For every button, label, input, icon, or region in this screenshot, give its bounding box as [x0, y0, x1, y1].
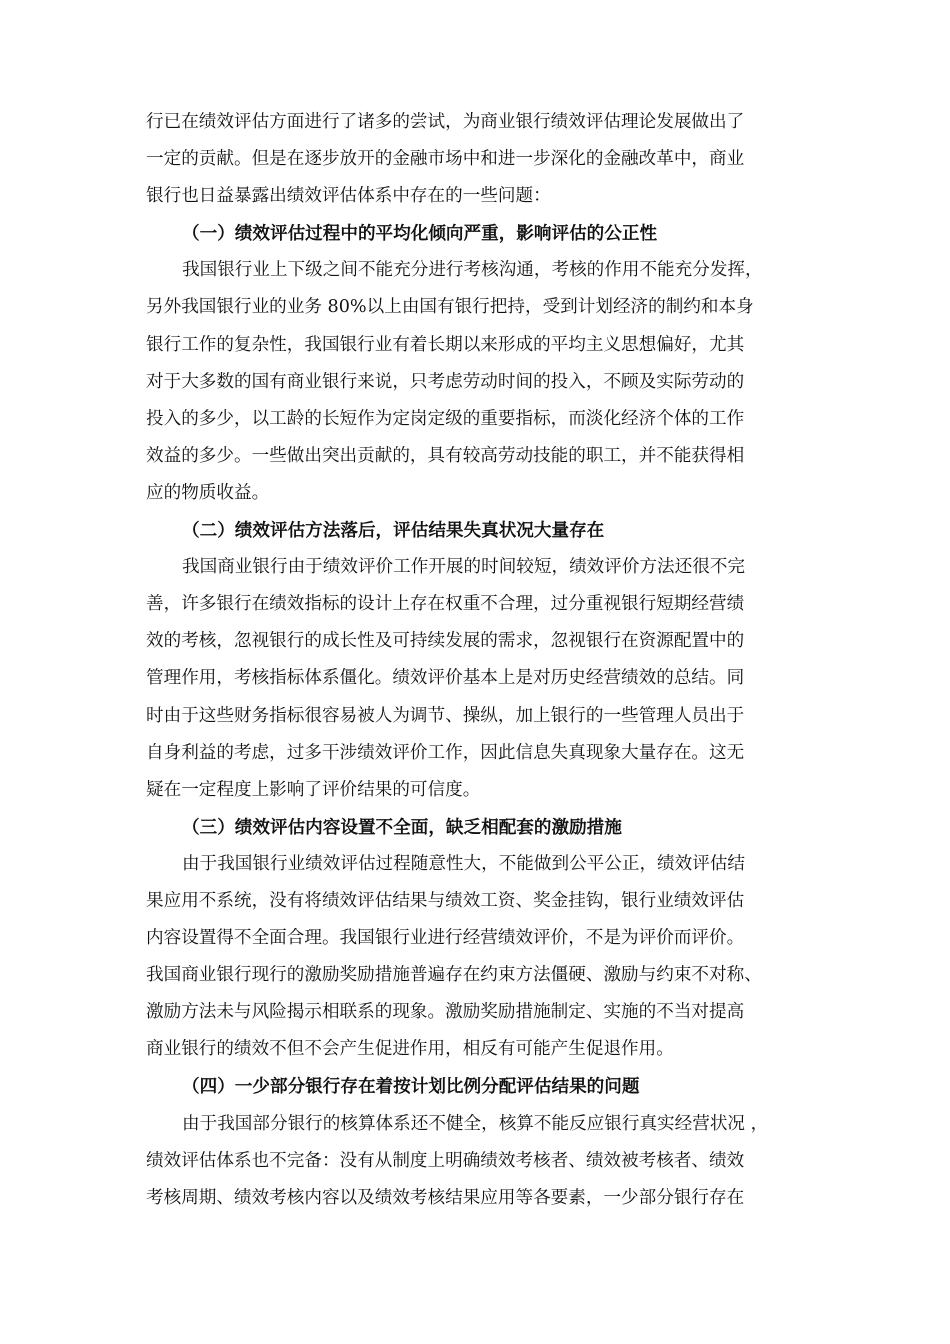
text-line: 时由于这些财务指标很容易被人为调节、操纵，加上银行的一些管理人员出于	[146, 705, 745, 726]
text-line: 内容设置得不全面合理。我国银行业进行经营绩效评价，不是为评价而评价。	[146, 928, 745, 949]
text-line: 绩效评估体系也不完备：没有从制度上明确绩效考核者、绩效被考核者、绩效	[146, 1150, 745, 1171]
paragraph-start: 由于我国银行业绩效评估过程随意性大，不能做到公平公正，绩效评估结	[182, 853, 746, 874]
text-line: 银行工作的复杂性，我国银行业有着长期以来形成的平均主义思想偏好，尤其	[146, 334, 745, 355]
text-line: 考核周期、绩效考核内容以及绩效考核结果应用等各要素，一少部分银行存在	[146, 1187, 745, 1208]
document-body	[146, 104, 806, 1217]
text-line: 另外我国银行业的业务 80%以上由国有银行把持，受到计划经济的制约和本身	[146, 297, 754, 318]
section-heading-3: （三）绩效评估内容设置不全面，缺乏相配套的激励措施	[182, 816, 622, 838]
text-line: 疑在一定程度上影响了评价结果的可信度。	[146, 779, 481, 800]
text-line: 对于大多数的国有商业银行来说，只考虑劳动时间的投入，不顾及实际劳动的	[146, 371, 745, 392]
text-line: 效益的多少。一些做出突出贡献的，具有较高劳动技能的职工，并不能获得相	[146, 445, 745, 466]
text-line: 行已在绩效评估方面进行了诸多的尝试，为商业银行绩效评估理论发展做出了	[146, 112, 745, 132]
text-line: 自身利益的考虑，过多干涉绩效评价工作，因此信息失真现象大量存在。这无	[146, 742, 745, 763]
paragraph-start: 我国银行业上下级之间不能充分进行考核沟通，考核的作用不能充分发挥，	[182, 260, 763, 281]
text-line: 善，许多银行在绩效指标的设计上存在权重不合理，过分重视银行短期经营绩	[146, 594, 745, 615]
text-line: 果应用不系统，没有将绩效评估结果与绩效工资、奖金挂钩，银行业绩效评估	[146, 890, 745, 911]
text-line: 激励方法未与风险揭示相联系的现象。激励奖励措施制定、实施的不当对提高	[146, 1002, 745, 1023]
text-line: 商业银行的绩效不但不会产生促进作用，相反有可能产生促退作用。	[146, 1039, 674, 1060]
text-line: 银行也日益暴露出绩效评估体系中存在的一些问题：	[146, 186, 551, 207]
text-line: 投入的多少，以工龄的长短作为定岗定级的重要指标，而淡化经济个体的工作	[146, 408, 745, 429]
section-heading-4: （四）一少部分银行存在着按计划比例分配评估结果的问题	[182, 1076, 640, 1098]
text-line: 管理作用，考核指标体系僵化。绩效评价基本上是对历史经营绩效的总结。同	[146, 668, 745, 689]
text-line: 一定的贡献。但是在逐步放开的金融市场中和进一步深化的金融改革中，商业	[146, 149, 745, 170]
section-heading-2: （二）绩效评估方法落后，评估结果失真状况大量存在	[182, 520, 605, 542]
text-line: 我国商业银行现行的激励奖励措施普遍存在约束方法僵硬、激励与约束不对称、	[146, 965, 762, 986]
paragraph-start: 由于我国部分银行的核算体系还不健全，核算不能反应银行真实经营状况 ，	[182, 1113, 769, 1134]
text-line: 应的物质收益。	[146, 482, 270, 503]
paragraph-start: 我国商业银行由于绩效评价工作开展的时间较短，绩效评价方法还很不完	[182, 557, 746, 578]
section-heading-1: （一）绩效评估过程中的平均化倾向严重，影响评估的公正性	[182, 223, 658, 245]
text-line: 效的考核，忽视银行的成长性及可持续发展的需求，忽视银行在资源配置中的	[146, 631, 745, 652]
